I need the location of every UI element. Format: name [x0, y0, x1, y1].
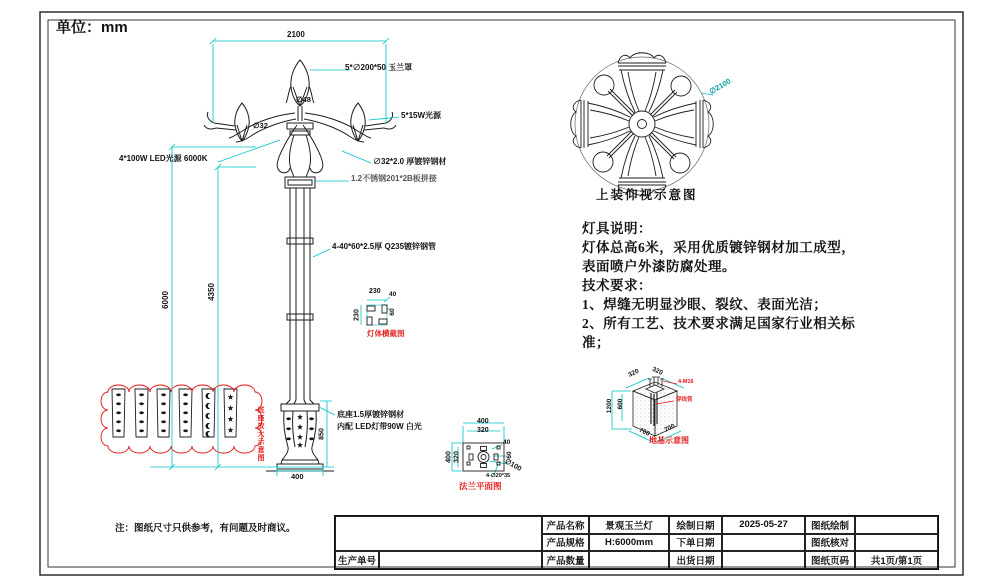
title-block-empty-cell — [335, 516, 542, 551]
foundation-label-anchor-bolts: 4-M16 — [678, 379, 694, 385]
flange-dim-inner-width: 320 — [477, 427, 489, 434]
page-no-label: 图纸页码 — [805, 551, 855, 569]
label-arm-dia: ∅32 — [253, 121, 268, 130]
quantity-label: 产品数量 — [542, 551, 589, 569]
dim-base-width: 400 — [291, 472, 304, 481]
label-side-light: 5*15W光源 — [401, 111, 442, 120]
label-pole-material: 4-40*60*2.5厚 Q235镀锌钢管 — [332, 242, 437, 251]
quantity-value — [589, 551, 669, 569]
production-no-label: 生产单号 — [335, 551, 379, 569]
flange-plan — [463, 443, 504, 471]
ship-date-value — [722, 551, 805, 569]
foundation-dim-cage-height: 600 — [616, 398, 624, 410]
title-block — [334, 515, 939, 570]
drafted-by-label: 图纸绘制 — [805, 516, 855, 534]
foundation-dim-top-a: 320 — [627, 367, 641, 379]
label-plate: 1.2不锈钢201*2B板拼接 — [351, 174, 437, 183]
product-spec-value: H:6000mm — [589, 534, 669, 552]
top-view-diameter: ∅2100 — [707, 76, 733, 96]
product-name-label: 产品名称 — [542, 516, 589, 534]
page-no-value: 共1页/第1页 — [855, 551, 938, 569]
cs-dim-height: 230 — [353, 309, 361, 321]
flange-dim-center-dia: ∅100 — [503, 458, 523, 473]
spec-line: 技术要求： — [582, 278, 652, 293]
spec-line: 灯具说明： — [582, 221, 652, 236]
foundation-label-conduit: 穿线管 — [676, 397, 693, 403]
foundation-title: 地基示意图 — [649, 436, 689, 445]
cross-section-title: 灯体横截图 — [367, 329, 405, 338]
spec-notes — [582, 219, 855, 352]
label-base-led: 内配 LED灯带90W 白光 — [337, 422, 422, 431]
dim-base-height: 850 — [318, 428, 326, 440]
flange-dim-hole-height: 60 — [505, 451, 513, 459]
cs-dim-tube-height: 60 — [388, 308, 396, 316]
top-view — [571, 53, 714, 196]
ship-date-label: 出货日期 — [669, 551, 722, 569]
spec-line: 准； — [582, 335, 610, 350]
flange-title: 法兰平面图 — [459, 481, 502, 491]
label-base-material: 底座1.5厚镀锌钢材 — [337, 410, 405, 419]
spec-line: 1、焊缝无明显沙眼、裂纹、表面光洁； — [582, 297, 828, 312]
foundation-dim-depth: 1200 — [605, 398, 613, 414]
spec-line: 表面喷户外漆防腐处理。 — [582, 259, 736, 274]
label-main-light: 4*100W LED光源 6000K — [119, 154, 208, 163]
foundation-dim-bottom-a: 700 — [637, 426, 651, 438]
checked-by-value — [855, 534, 938, 552]
label-arm-material: ∅32*2.0 厚镀锌钢材 — [373, 157, 447, 166]
flange-dim-outer-width: 400 — [477, 418, 489, 425]
pattern-panel-motifs — [116, 393, 234, 437]
base-pattern-marks — [286, 414, 314, 448]
product-name-value: 景观玉兰灯 — [589, 516, 669, 534]
foundation-dim-top-b: 320 — [650, 365, 664, 377]
label-crown: 5*∅200*50 玉兰罩 — [345, 63, 413, 72]
spec-line: 2、所有工艺、技术要求满足国家行业相关标 — [582, 316, 856, 331]
draw-date-label: 绘制日期 — [669, 516, 722, 534]
cross-section-tubes — [367, 305, 387, 325]
spec-line: 灯体总高6米，采用优质镀锌钢材加工成型， — [582, 240, 856, 255]
order-date-value — [722, 534, 805, 552]
dim-pole-height: 4350 — [207, 283, 216, 301]
flange-dim-inner-height: 320 — [453, 451, 461, 463]
flange-label-bolt-holes: 4-∅20*35 — [486, 473, 511, 479]
checked-by-label: 图纸核对 — [805, 534, 855, 552]
production-no-value — [379, 551, 542, 569]
label-stem-dia: ∅48 — [296, 95, 311, 104]
flange-dim-outer-height: 400 — [445, 451, 453, 463]
cs-dim-tube-width: 40 — [389, 291, 397, 298]
pattern-detail-title: 底座放大示意图 — [257, 406, 264, 462]
foundation-dim-bottom-b: 700 — [663, 422, 677, 434]
unit-label: 单位：mm — [56, 19, 128, 36]
dim-total-height: 6000 — [161, 291, 170, 309]
top-view-title: 上装仰视示意图 — [596, 188, 698, 202]
flange-dim-hole-width: 40 — [503, 439, 511, 446]
cs-dim-width: 230 — [369, 288, 381, 295]
draw-date-value: 2025-05-27 — [722, 516, 805, 534]
drafted-by-value — [855, 516, 938, 534]
product-spec-label: 产品规格 — [542, 534, 589, 552]
dim-top-width: 2100 — [287, 30, 305, 39]
order-date-label: 下单日期 — [669, 534, 722, 552]
footer-note: 注：图纸尺寸只供参考，有问题及时商议。 — [115, 523, 296, 534]
